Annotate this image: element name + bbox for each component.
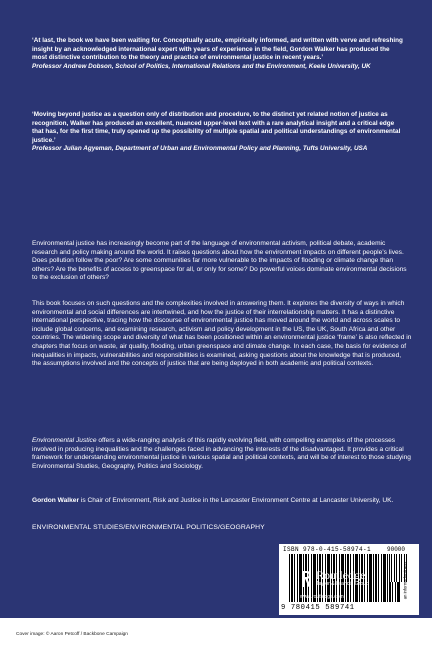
routledge-r-icon [300, 570, 312, 588]
publisher-url: www.routledge.com [300, 594, 344, 600]
paragraph-text [32, 437, 412, 471]
subject-category: ENVIRONMENTAL STUDIES/ENVIRONMENTAL POLITICS/GEOGRAPHY [32, 524, 265, 531]
description-paragraph-2 [32, 300, 412, 369]
author-bio-rest: is Chair of Environment, Risk and Justice in the Lancaster Environment Centre at Lancaster University, UK. [79, 497, 394, 504]
endorsement-attribution: Professor Andrew Dobson, School of Politics, International Relations and the Environment, Keele University, UK [32, 62, 371, 70]
endorsement-attribution: Professor Julian Agyeman, Department of Urban and Environmental Policy and Planning, Tufts University, USA [32, 145, 368, 152]
barcode-digits: 9 780415 589741 [281, 604, 355, 612]
paragraph-text: Environmental justice has increasingly become part of the language of environmental activism, political debate, academic research and policy making around the world. It raises questions about how the environment impacts on different people’s lives. Does pollution follow the poor? Are some communities far more vulnerable to the impacts of flooding or climate change than others? Are the benefits of access to greenspace for all, or only for some? Do powerful voices dominate environmental decisions to the exclusion of others? [32, 240, 407, 282]
cover-image-credit: Cover image: © Aaron Petcoff / Backbone Campaign [16, 632, 128, 637]
author-bio [32, 497, 412, 506]
footer-strip [0, 618, 432, 648]
endorsement-quote: ‘At last, the book we have been waiting for. Conceptually acute, empirically informed, and written with verve and refreshing insight by an acknowledged international expert with years of experience in the field, Gordon Walker has produced the most distinctive contribution to the theory and practice of environmental justice in recent years.’ [32, 37, 403, 61]
paragraph-rest: offers a wide-ranging analysis of this rapidly evolving field, with compelling examples of the processes involved in producing inequalities and the challenges faced in advancing the interests of the disadvantaged. It provides a critical framework for understanding environmental justice in various spatial and political contexts, and will be of interest to those studying Environmental Studies, Geography, Politics and Sociology. [32, 437, 411, 470]
endorsement-1 [32, 37, 404, 71]
imprint-text: an informa business [402, 561, 408, 600]
isbn-text: ISBN 978-0-415-58974-1 [283, 546, 372, 553]
publisher-logo [300, 568, 402, 590]
paragraph-text [32, 497, 412, 506]
description-paragraph-1 [32, 240, 412, 283]
author-name: Gordon Walker [32, 497, 80, 504]
book-title-inline: Environmental Justice [32, 437, 97, 444]
description-paragraph-3 [32, 437, 412, 471]
endorsement-quote: ‘Moving beyond justice as a question only of distribution and procedure, to the distinct yet related notion of justice as recognition, Walker has produced an excellent, nuanced upper-level text with a rare analytical insight and a critical edge that has, for the first time, truly opened up the possibility of multiple spatial and political understandings of environmental justice.’ [32, 111, 401, 144]
endorsement-2 [32, 111, 404, 154]
price-code: 90000 [387, 546, 406, 553]
publisher-group: Taylor & Francis Group [316, 581, 370, 587]
publisher-block [300, 568, 402, 600]
publisher-name: Routledge [316, 568, 366, 582]
paragraph-text: This book focuses on such questions and the complexities involved in answering them. It explores the diversity of ways in which environmental and social differences are intertwined, and how the justice of their interrelationship matters. It has a distinctive international perspective, tracing how the discourse of environmental justice has moved around the world and across scales to include global concerns, and examining research, activism and policy development in the US, the UK, South Africa and other countries. The widening scope and diversity of what has been positioned within an environmental justice ‘frame’ is also reflected in chapters that focus on waste, air quality, flooding, urban greenspace and climate change. In each case, the basis for evidence of inequalities in impacts, vulnerabilities and responsibilities is examined, asking questions about the knowledge that is produced, the assumptions involved and the concepts of justice that are being deployed in both academic and political contexts. [32, 300, 412, 368]
